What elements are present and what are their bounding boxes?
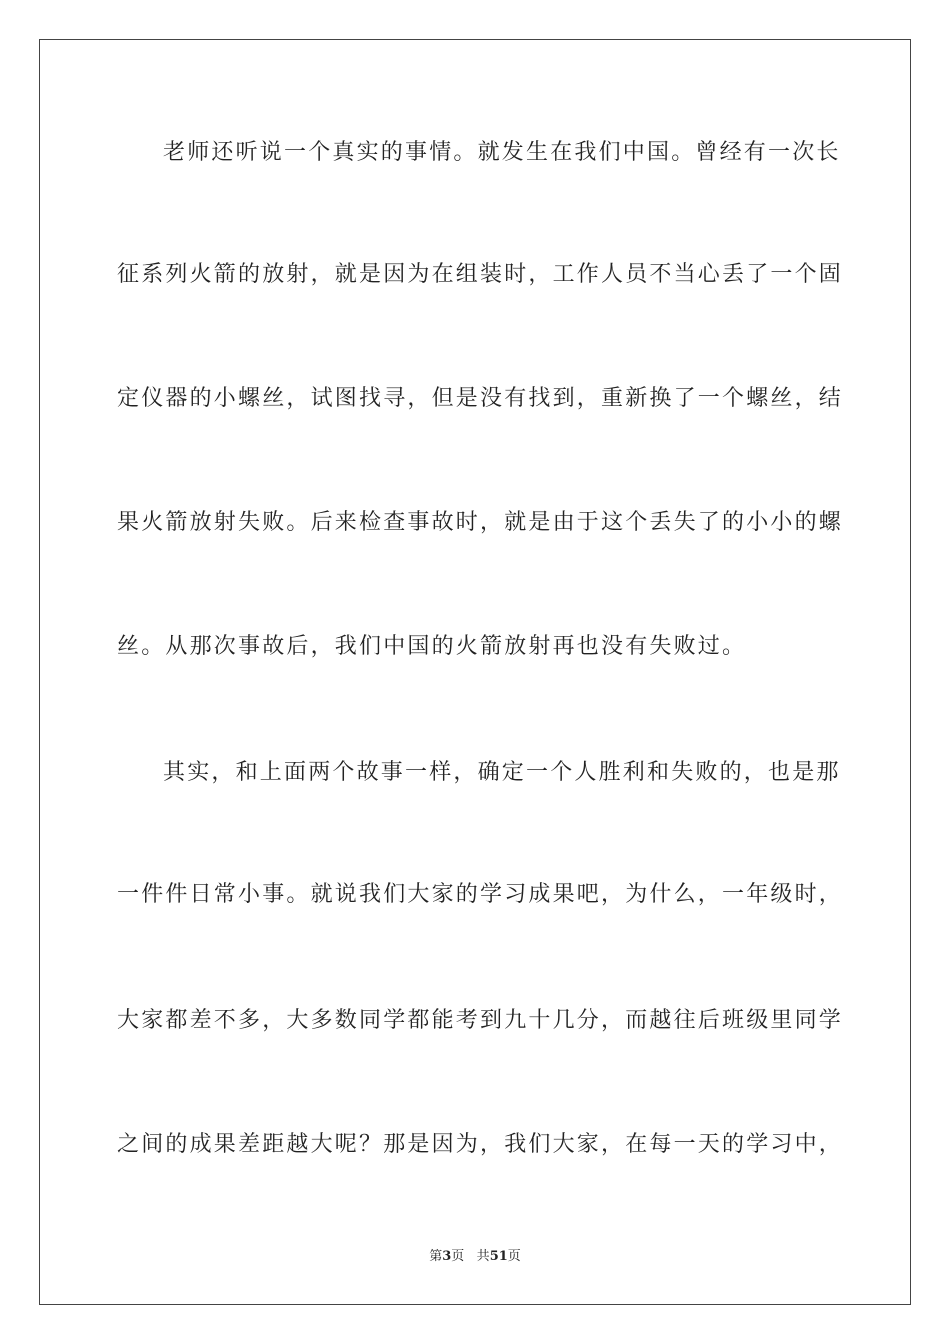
paragraph-1-line-3: 定仪器的小螺丝，试图找寻，但是没有找到，重新换了一个螺丝，结 xyxy=(117,386,844,411)
page-footer xyxy=(0,1248,950,1266)
total-prefix: 共 xyxy=(476,1249,490,1264)
page-suffix: 页 xyxy=(451,1249,465,1264)
page-number: 3 xyxy=(442,1249,452,1264)
paragraph-1-line-2: 征系列火箭的放射，就是因为在组装时，工作人员不当心丢了一个固 xyxy=(117,262,844,287)
paragraph-2-line-4: 之间的成果差距越大呢？那是因为，我们大家，在每一天的学习中， xyxy=(117,1132,844,1157)
total-suffix: 页 xyxy=(507,1249,521,1264)
paragraph-2-line-2: 一件件日常小事。就说我们大家的学习成果吧，为什么，一年级时， xyxy=(117,882,844,907)
paragraph-1-line-1: 老师还听说一个真实的事情。就发生在我们中国。曾经有一次长 xyxy=(163,140,841,165)
page-prefix: 第 xyxy=(429,1249,443,1264)
page-border xyxy=(39,39,911,1305)
paragraph-2-line-3: 大家都差不多，大多数同学都能考到九十几分，而越往后班级里同学 xyxy=(117,1008,844,1033)
paragraph-2-line-1: 其实，和上面两个故事一样，确定一个人胜利和失败的，也是那 xyxy=(163,760,841,785)
paragraph-1-line-4: 果火箭放射失败。后来检查事故时，就是由于这个丢失了的小小的螺 xyxy=(117,510,844,535)
paragraph-1-line-5: 丝。从那次事故后，我们中国的火箭放射再也没有失败过。 xyxy=(117,634,747,659)
total-pages: 51 xyxy=(489,1249,508,1264)
